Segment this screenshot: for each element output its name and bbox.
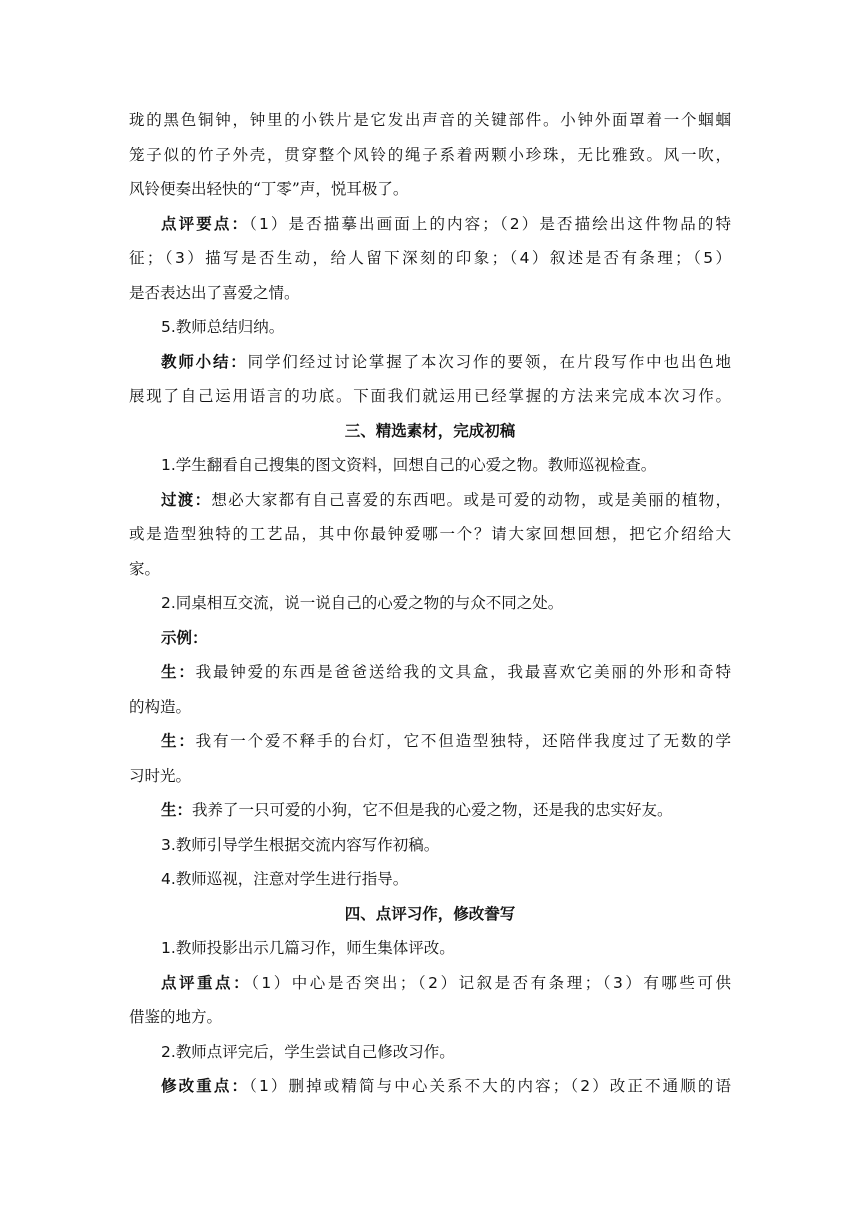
teacher-summary-paragraph	[129, 345, 731, 380]
student-answer-1-line-2: 的构造。	[129, 697, 192, 716]
review-focus-text-1: （1）中心是否突出；（2）记叙是否有条理；（3）有哪些可供	[251, 973, 731, 992]
section-3-step-2: 2.同桌相互交流，说一说自己的心爱之物的与众不同之处。	[161, 594, 564, 612]
student-answer-1-text-1: 我最钟爱的东西是爸爸送给我的文具盒，我最喜欢它美丽的外形和奇特	[195, 663, 731, 681]
section-3-step-4: 4.教师巡视，注意对学生进行指导。	[161, 870, 409, 888]
student-label: 生：	[161, 801, 193, 819]
step-5: 5.教师总结归纳。	[161, 318, 285, 336]
review-points-text-1: （1）是否描摹出画面上的内容；（2）是否描绘出这件物品的特	[249, 214, 731, 233]
review-points-line-3: 是否表达出了喜爱之情。	[129, 283, 300, 302]
intro-line-1: 珑的黑色铜钟，钟里的小铁片是它发出声音的关键部件。小钟外面罩着一个蝈蝈	[129, 111, 731, 129]
transition-paragraph	[129, 483, 731, 518]
review-points-paragraph	[129, 207, 731, 242]
student-answer-1	[129, 655, 731, 690]
section-3-step-1: 1.学生翻看自己搜集的图文资料，回想自己的心爱之物。教师巡视检查。	[161, 456, 657, 474]
revise-focus-label: 修改重点：	[161, 1077, 250, 1095]
review-focus-line-2: 借鉴的地方。	[129, 1008, 223, 1026]
section-3-heading: 三、精选素材，完成初稿	[344, 421, 516, 440]
revise-focus-paragraph	[129, 1069, 731, 1104]
document-body	[129, 103, 731, 1104]
section-4-heading: 四、点评习作，修改誊写	[344, 904, 516, 923]
revise-focus-text-1: （1）删掉或精简与中心关系不大的内容；（2）改正不通顺的语	[249, 1077, 731, 1095]
review-focus-paragraph	[129, 966, 731, 1001]
review-focus-label: 点评重点：	[161, 973, 252, 992]
section-4-step-1: 1.教师投影出示几篇习作，师生集体评改。	[161, 939, 455, 957]
student-label: 生：	[161, 732, 196, 750]
section-4-step-2: 2.教师点评完后，学生尝试自己修改习作。	[161, 1042, 455, 1061]
review-points-label: 点评要点：	[161, 214, 250, 233]
teacher-summary-line-2: 展现了自己运用语言的功底。下面我们就运用已经掌握的方法来完成本次习作。	[129, 387, 731, 405]
student-answer-3	[129, 793, 731, 828]
student-answer-2-text-1: 我有一个爱不释手的台灯，它不但造型独特，还陪伴我度过了无数的学	[195, 732, 731, 750]
transition-text-1: 想必大家都有自己喜爱的东西吧。或是可爱的动物，或是美丽的植物，	[211, 490, 731, 509]
section-3-step-3: 3.教师引导学生根据交流内容写作初稿。	[161, 835, 440, 854]
teacher-summary-label: 教师小结：	[161, 352, 248, 371]
review-points-line-2: 征；（3）描写是否生动，给人留下深刻的印象；（4）叙述是否有条理；（5）	[129, 249, 731, 267]
student-answer-2-line-2: 习时光。	[129, 766, 192, 785]
intro-line-2: 笼子似的竹子外壳，贯穿整个风铃的绳子系着两颗小珍珠，无比雅致。风一吹，	[129, 145, 731, 164]
student-label: 生：	[161, 663, 196, 681]
student-answer-3-text-1: 我养了一只可爱的小狗，它不但是我的心爱之物，还是我的忠实好友。	[192, 801, 673, 819]
transition-line-3: 家。	[129, 559, 161, 578]
student-answer-2	[129, 724, 731, 759]
example-label: 示例：	[161, 628, 208, 647]
teacher-summary-text-1: 同学们经过讨论掌握了本次习作的要领，在片段写作中也出色地	[247, 352, 731, 371]
transition-line-2: 或是造型独特的工艺品，其中你最钟爱哪一个？请大家回想回想，把它介绍给大	[129, 525, 731, 543]
transition-label: 过渡：	[161, 490, 212, 509]
intro-line-3: 风铃便奏出轻快的“丁零”声，悦耳极了。	[129, 180, 409, 198]
